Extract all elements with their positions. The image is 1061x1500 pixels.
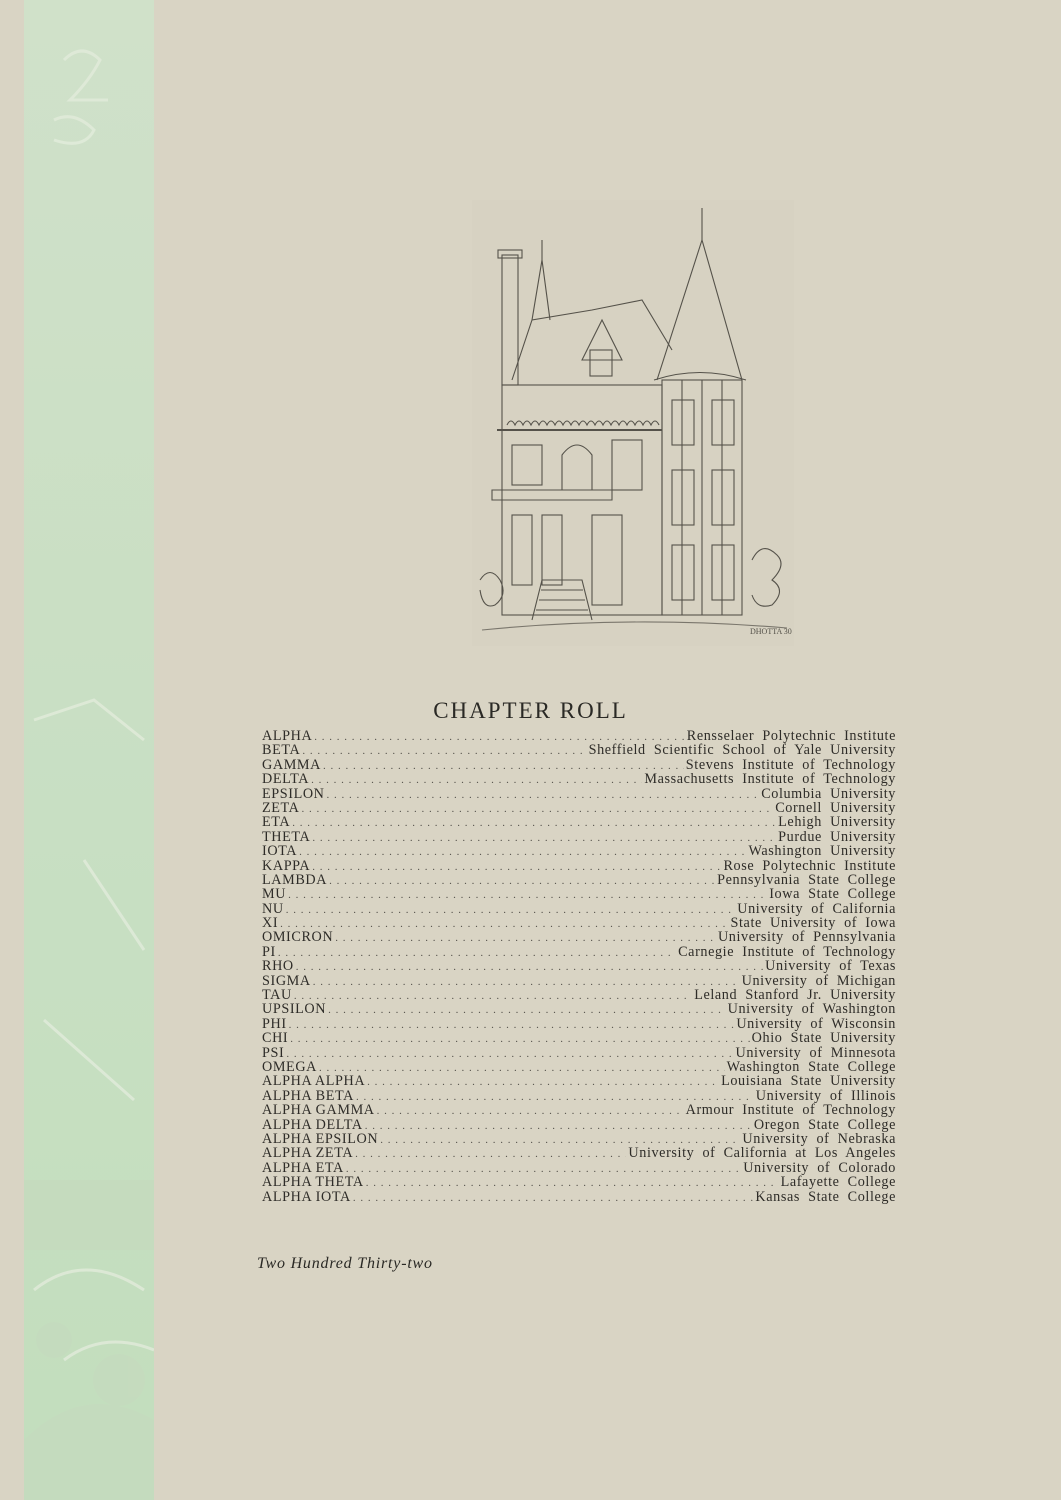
chapter-name: IOTA xyxy=(262,843,298,860)
page-footer: Two Hundred Thirty-two xyxy=(257,1255,433,1272)
chapter-school: Rose Polytechnic Institute xyxy=(723,857,896,874)
chapter-school: University of California at Los Angeles xyxy=(628,1145,896,1162)
chapter-school: Lafayette College xyxy=(780,1174,896,1191)
chapter-name: THETA xyxy=(262,828,311,845)
chapter-row xyxy=(262,729,896,743)
chapter-name: PSI xyxy=(262,1044,285,1061)
chapter-name: MU xyxy=(262,886,287,903)
chapter-row xyxy=(262,974,896,988)
chapter-name: ALPHA xyxy=(262,728,313,744)
chapter-school: Sheffield Scientific School of Yale University xyxy=(588,742,896,759)
leader-dots xyxy=(366,1176,779,1190)
chapter-school: Oregon State College xyxy=(753,1116,896,1133)
chapter-row xyxy=(262,1146,896,1160)
leader-dots xyxy=(286,903,736,917)
chapter-name: SIGMA xyxy=(262,972,311,989)
chapter-name: ALPHA IOTA xyxy=(262,1188,351,1205)
leader-dots xyxy=(313,975,740,989)
chapter-school: State University of Iowa xyxy=(730,915,896,932)
chapter-roll-list xyxy=(262,729,896,1204)
chapter-row xyxy=(262,1103,896,1117)
chapter-row xyxy=(262,772,896,786)
chapter-school: Iowa State College xyxy=(769,886,896,903)
chapter-school: Pennsylvania State College xyxy=(717,871,896,888)
chapter-name: ALPHA ETA xyxy=(262,1159,344,1176)
chapter-name: CHI xyxy=(262,1030,289,1047)
leader-dots xyxy=(311,773,642,787)
chapter-row xyxy=(262,1132,896,1146)
chapter-name: BETA xyxy=(262,742,301,759)
chapter-name: OMICRON xyxy=(262,929,334,946)
leader-dots xyxy=(328,1003,726,1017)
chapter-row xyxy=(262,1118,896,1132)
chapter-row xyxy=(262,1002,896,1016)
leader-dots xyxy=(319,1061,725,1075)
chapter-name: XI xyxy=(262,915,279,932)
chapter-name: PHI xyxy=(262,1015,287,1032)
chapter-name: ALPHA GAMMA xyxy=(262,1102,375,1119)
chapter-school: Stevens Institute of Technology xyxy=(685,756,896,773)
leader-dots xyxy=(290,1032,749,1046)
chapter-row xyxy=(262,859,896,873)
leader-dots xyxy=(327,788,760,802)
leader-dots xyxy=(286,1047,733,1061)
leader-dots xyxy=(335,931,716,945)
chapter-school: Louisiana State University xyxy=(721,1073,896,1090)
chapter-row xyxy=(262,787,896,801)
chapter-row xyxy=(262,801,896,815)
chapter-name: ALPHA BETA xyxy=(262,1087,354,1104)
chapter-school: Columbia University xyxy=(761,785,896,802)
chapter-row xyxy=(262,1017,896,1031)
house-sketch xyxy=(472,200,794,646)
chapter-school: University of Pennsylvania xyxy=(717,929,896,946)
chapter-school: Lehigh University xyxy=(778,814,896,831)
chapter-row xyxy=(262,873,896,887)
leader-dots xyxy=(323,759,684,773)
chapter-row xyxy=(262,758,896,772)
leader-dots xyxy=(302,802,774,816)
chapter-school: Leland Stanford Jr. University xyxy=(694,987,896,1004)
chapter-name: ETA xyxy=(262,814,291,831)
chapter-school: University of Wisconsin xyxy=(736,1015,896,1032)
chapter-name: KAPPA xyxy=(262,857,311,874)
leader-dots xyxy=(355,1147,626,1161)
chapter-row xyxy=(262,1089,896,1103)
chapter-row xyxy=(262,959,896,973)
artist-signature: DHOTTA 30 xyxy=(750,627,792,636)
chapter-name: DELTA xyxy=(262,771,310,788)
chapter-row xyxy=(262,945,896,959)
leader-dots xyxy=(312,831,776,845)
leader-dots xyxy=(289,1018,735,1032)
chapter-school: Carnegie Institute of Technology xyxy=(678,943,896,960)
chapter-school: University of Colorado xyxy=(743,1159,896,1176)
leader-dots xyxy=(346,1162,741,1176)
chapter-name: RHO xyxy=(262,958,294,975)
chapter-row xyxy=(262,988,896,1002)
chapter-school: Massachusetts Institute of Technology xyxy=(644,771,896,788)
leader-dots xyxy=(353,1191,754,1205)
leader-dots xyxy=(329,874,715,888)
chapter-row xyxy=(262,902,896,916)
leader-dots xyxy=(377,1104,684,1118)
chapter-row xyxy=(262,1161,896,1175)
chapter-name: GAMMA xyxy=(262,756,321,773)
chapter-school: Washington State College xyxy=(726,1058,896,1075)
chapter-row xyxy=(262,1175,896,1189)
chapter-name: PI xyxy=(262,943,276,960)
chapter-school: University of Texas xyxy=(765,958,896,975)
chapter-row xyxy=(262,1074,896,1088)
chapter-school: University of Michigan xyxy=(741,972,896,989)
chapter-name: ALPHA THETA xyxy=(262,1174,364,1191)
chapter-name: EPSILON xyxy=(262,785,325,802)
chapter-name: UPSILON xyxy=(262,1001,327,1018)
chapter-row xyxy=(262,844,896,858)
leader-dots xyxy=(278,946,676,960)
decorative-side-band xyxy=(24,0,154,1500)
chapter-school: Cornell University xyxy=(775,799,896,816)
chapter-name: LAMBDA xyxy=(262,871,328,888)
leader-dots xyxy=(296,960,763,974)
chapter-school: Armour Institute of Technology xyxy=(685,1102,896,1119)
chapter-name: ALPHA EPSILON xyxy=(262,1130,379,1147)
page-title: CHAPTER ROLL xyxy=(433,698,628,723)
leader-dots xyxy=(299,845,746,859)
leader-dots xyxy=(365,1119,752,1133)
house-sketch-illustration xyxy=(472,200,794,646)
chapter-name: TAU xyxy=(262,987,292,1004)
chapter-row xyxy=(262,743,896,757)
chapter-row xyxy=(262,916,896,930)
chapter-name: NU xyxy=(262,900,284,917)
chapter-school: Purdue University xyxy=(778,828,896,845)
chapter-school: Rensselaer Polytechnic Institute xyxy=(686,728,896,744)
chapter-name: ZETA xyxy=(262,799,300,816)
chapter-row xyxy=(262,1060,896,1074)
chapter-school: Kansas State College xyxy=(755,1188,896,1205)
chapter-row xyxy=(262,815,896,829)
leader-dots xyxy=(288,888,767,902)
leader-dots xyxy=(312,860,721,874)
chapter-row xyxy=(262,1190,896,1204)
chapter-school: University of Washington xyxy=(727,1001,896,1018)
leader-dots xyxy=(367,1075,719,1089)
chapter-school: University of Minnesota xyxy=(735,1044,896,1061)
chapter-name: ALPHA DELTA xyxy=(262,1116,363,1133)
chapter-school: Washington University xyxy=(748,843,896,860)
chapter-school: University of Nebraska xyxy=(742,1130,896,1147)
leader-dots xyxy=(292,816,776,830)
chapter-row xyxy=(262,887,896,901)
chapter-row xyxy=(262,1046,896,1060)
chapter-row xyxy=(262,1031,896,1045)
chapter-row xyxy=(262,930,896,944)
chapter-name: ALPHA ZETA xyxy=(262,1145,354,1162)
chapter-school: Ohio State University xyxy=(751,1030,896,1047)
chapter-school: University of Illinois xyxy=(755,1087,896,1104)
leader-dots xyxy=(280,917,728,931)
chapter-school: University of California xyxy=(737,900,896,917)
chapter-name: ALPHA ALPHA xyxy=(262,1073,366,1090)
leader-dots xyxy=(294,989,692,1003)
chapter-name: OMEGA xyxy=(262,1058,318,1075)
leader-dots xyxy=(302,744,586,758)
side-band-ornament xyxy=(24,0,154,1500)
chapter-row xyxy=(262,830,896,844)
